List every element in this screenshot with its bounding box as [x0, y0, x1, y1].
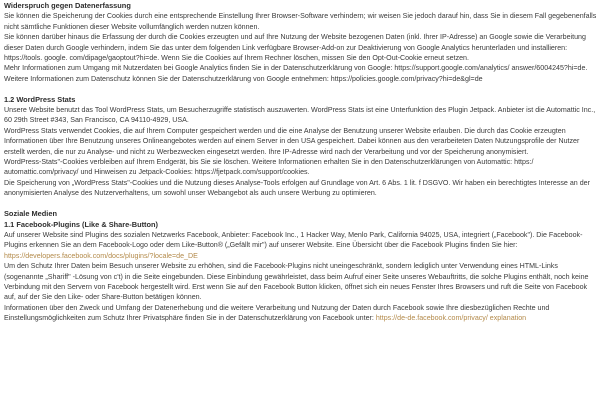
heading-widerspruch: Widerspruch gegen Datenerfassung [4, 1, 131, 10]
paragraph: Unsere Website benutzt das Tool WordPress Stats, um Besucherzugriffe statistisch auszuwerten. WordPress Stats ist eine Unterfunktion des Plugin Jetpack. Anbieter ist die Automattic Inc., 60 29th Street #343, San Francisco, CA 94110-4929, USA. [4, 106, 596, 125]
paragraph: WordPress-Stats"-Cookies verbleiben auf Ihrem Endgerät, bis Sie sie löschen. Weitere Informationen erhalten Sie in den Datenschutzerklärungen von Automattic: https:/ automattic.com/privacy/ und Hinweisen zu Jetpack-Cookies: https://fjetpack.com/support/cookies. [4, 158, 534, 177]
paragraph: Die Speicherung von „WordPress Stats"-Cookies und die Nutzung dieses Analyse-Tools erfolgen auf Grundlage von Art. 6 Abs. 1 lit. f DSGVO. Wir haben ein berechtigtes Interesse an der anonymisierten Analyse des Nutzerverhaltens, um sowohl unser Webangebot als auch unsere Werbung zu optimieren. [4, 178, 590, 198]
paragraph: Weitere Informationen zum Datenschutz können Sie der Datenschutzerklärung von Google entnehmen: https://policies.google.com/privacy?hi=de&gl=de [4, 74, 483, 83]
paragraph: Mehr Informationen zum Umgang mit Nutzerdaten bei Google Analytics finden Sie in der Datenschutzerklärung von Google: https://support.google.com/analytics/ answer/6004245?hi=de. [4, 64, 588, 73]
heading-facebook-plugins: 1.1 Facebook-Plugins (Like & Share-Button) [4, 219, 158, 229]
paragraph [4, 303, 598, 324]
spacer [4, 199, 598, 209]
spacer [4, 84, 598, 94]
heading-soziale-medien: Soziale Medien [4, 209, 57, 219]
paragraph: Sie können die Speicherung der Cookies durch eine entsprechende Einstellung Ihrer Browser-Software verhindern; wir weisen Sie jedoch darauf hin, dass Sie in diesem Fall gegebenenfalls nicht sämtliche Funktionen dieser Website vollumfänglich werden nutzen können. [4, 12, 597, 31]
paragraph: Sie können darüber hinaus die Erfassung der durch die Cookies erzeugten und auf Ihre Nutzung der Website bezogenen Daten (inkl. Ihrer IP-Adresse) an Google sowie die Verarbeitung dieser Daten durch Google verhindern, indem Sie das unter dem folgenden Link verfügbare Browser-Add-on zur Deaktivierung von Google Analytics herunterladen und installieren: https://tools. google. com/dipage/gaoptout?hi=de. Wenn Sie die Cookies auf Ihrem Rechner löschen, missen Sie den Opt-Out-Cookie erneut setzen. [4, 33, 586, 63]
facebook-plugins-link[interactable]: https://developers.facebook.com/docs/plugins/?locale=de_DE [4, 251, 198, 260]
paragraph-text: Informationen über den Zweck und Umfang der Datenerhebung und die weitere Verarbeitung und Nutzung der Daten durch Facebook sowie Ihre diesbezüglichen Rechte und Einstellungsmöglichkeiten zum Schutz Ihrer Privatsphäre finden Sie in der Datenschutzerklärung von Facebook unter: [4, 303, 550, 323]
heading-wordpress-stats: 1.2 WordPress Stats [4, 94, 76, 104]
paragraph [4, 230, 598, 261]
paragraph-text: Auf unserer Website sind Plugins des sozialen Netzwerks Facebook, Anbieter: Facebook Inc., 1 Hacker Way, Menlo Park, California 94025, USA, integriert („Facebook"). Die Facebook-Plugins erkennen Sie an dem Facebook-Logo oder dem Like-Button® („Gefällt mir") auf unserer Website. Eine Übersicht über die Facebook Plugins finden Sie hier: [4, 230, 583, 250]
paragraph: Um den Schutz Ihrer Daten beim Besuch unserer Website zu erhöhen, sind die Facebook-Plugins nicht uneingeschränkt, sondern lediglich unter Verwendung eines HTML-Links (sogenannte „Shariff" -Lösung von c't) in die Seite eingebunden. Diese Einbindung gewährleistet, dass beim Aufruf einer Seite unseres Webauftritts, die solche Plugins enthält, noch keine Verbindung mit den Servern von Facebook hergestellt wird. Erst wenn Sie auf den Facebook Button klicken, öffnet sich ein neues Fenster Ihres Browsers und ruft die Seite von Facebook auf, auf der Sie den Like- oder Share-Button betätigen können. [4, 262, 589, 302]
paragraph: WordPress Stats verwendet Cookies, die auf Ihrem Computer gespeichert werden und die eine Analyse der Benutzung unserer Website erlauben. Die durch das Cookie erzeugten Informationen über Ihre Benutzung unseres Onlineangebotes werden auf einem Server in den USA gespeichert. Dabei können aus den verarbeiteten Daten Nutzungsprofile der Nutzer erstellt werden, die nur zu Analyse- und nicht zu Werbezwecken eingesetzt werden. Ihre IP-Adresse wird nach der Verarbeitung und vor der Speicherung anonymisiert. [4, 126, 580, 156]
facebook-privacy-link[interactable]: https://de-de.facebook.com/privacy/ explanation [375, 314, 527, 323]
